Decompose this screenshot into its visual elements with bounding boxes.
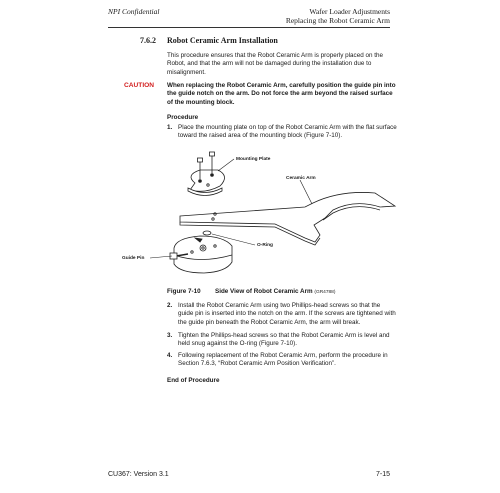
o-ring-drawing bbox=[203, 231, 211, 235]
procedure-step-1 bbox=[167, 124, 397, 141]
footer-version: CU367: Version 3.1 bbox=[108, 471, 169, 478]
header-confidential: NPI Confidential bbox=[108, 7, 160, 16]
step-text: Following replacement of the Robot Ceramic Arm, perform the procedure in Section 7.6.3, “Robot Ceramic Arm Position Verification”. bbox=[178, 352, 388, 368]
header-section-title: Replacing the Robot Ceramic Arm bbox=[285, 16, 390, 25]
step-text: Place the mounting plate on top of the Robot Ceramic Arm with the flat surface toward the raised area of the mounting block (Figure 7-10). bbox=[178, 124, 397, 140]
guide-pin-leader bbox=[150, 256, 172, 258]
figure-code: (GR4788) bbox=[314, 290, 336, 295]
section-number: 7.6.2 bbox=[140, 36, 156, 45]
procedure-heading: Procedure bbox=[167, 114, 199, 121]
header-chapter-title: Wafer Loader Adjustments bbox=[309, 7, 390, 16]
intro-paragraph: This procedure ensures that the Robot Ceramic Arm is properly placed on the Robot, and that the arm will not be damaged during the installation due to misalignment. bbox=[167, 52, 383, 76]
mounting-plate-leader bbox=[218, 159, 234, 171]
step-number: 4. bbox=[167, 352, 173, 359]
procedure-step-4 bbox=[167, 352, 397, 369]
step-number: 3. bbox=[167, 332, 173, 339]
end-of-procedure: End of Procedure bbox=[167, 377, 220, 384]
callout-ceramic-arm: Ceramic Arm bbox=[286, 176, 316, 181]
figure-title-wrap bbox=[215, 288, 335, 295]
procedure-step-3 bbox=[167, 332, 397, 349]
robot-ceramic-arm-side-view-figure bbox=[100, 150, 420, 290]
caution-label: CAUTION bbox=[124, 82, 155, 89]
step-number: 1. bbox=[167, 124, 173, 131]
procedure-step-2 bbox=[167, 302, 397, 327]
footer-page-number: 7-15 bbox=[375, 471, 390, 478]
mounting-plate-drawing bbox=[188, 170, 225, 196]
step-text: Install the Robot Ceramic Arm using two Phillips-head screws so that the guide pin is inserted into the notch on the arm. If the screws are tightened with the guide pin beneath the Robot Ceramic Arm, the arm will break. bbox=[178, 302, 396, 326]
header-divider bbox=[108, 27, 390, 28]
callout-guide-pin: Guide Pin bbox=[122, 256, 145, 261]
ceramic-arm-leader bbox=[300, 180, 312, 204]
header-chapter bbox=[286, 7, 390, 25]
figure-title: Side View of Robot Ceramic Arm bbox=[215, 288, 313, 295]
caution-text: When replacing the Robot Ceramic Arm, carefully position the guide pin into the guide notch on the arm. Do not force the arm beyond the raised surface of the mounting block. bbox=[167, 82, 396, 106]
figure-caption bbox=[167, 288, 336, 295]
figure-number: Figure 7-10 bbox=[167, 288, 201, 295]
step-text: Tighten the Phillips-head screws so that the Robot Ceramic Arm is level and held snug against the O-ring (Figure 7-10). bbox=[178, 332, 390, 348]
callout-o-ring: O-Ring bbox=[257, 243, 273, 248]
callout-mounting-plate: Mounting Plate bbox=[236, 157, 271, 162]
section-title: Robot Ceramic Arm Installation bbox=[167, 36, 278, 45]
step-number: 2. bbox=[167, 302, 173, 309]
